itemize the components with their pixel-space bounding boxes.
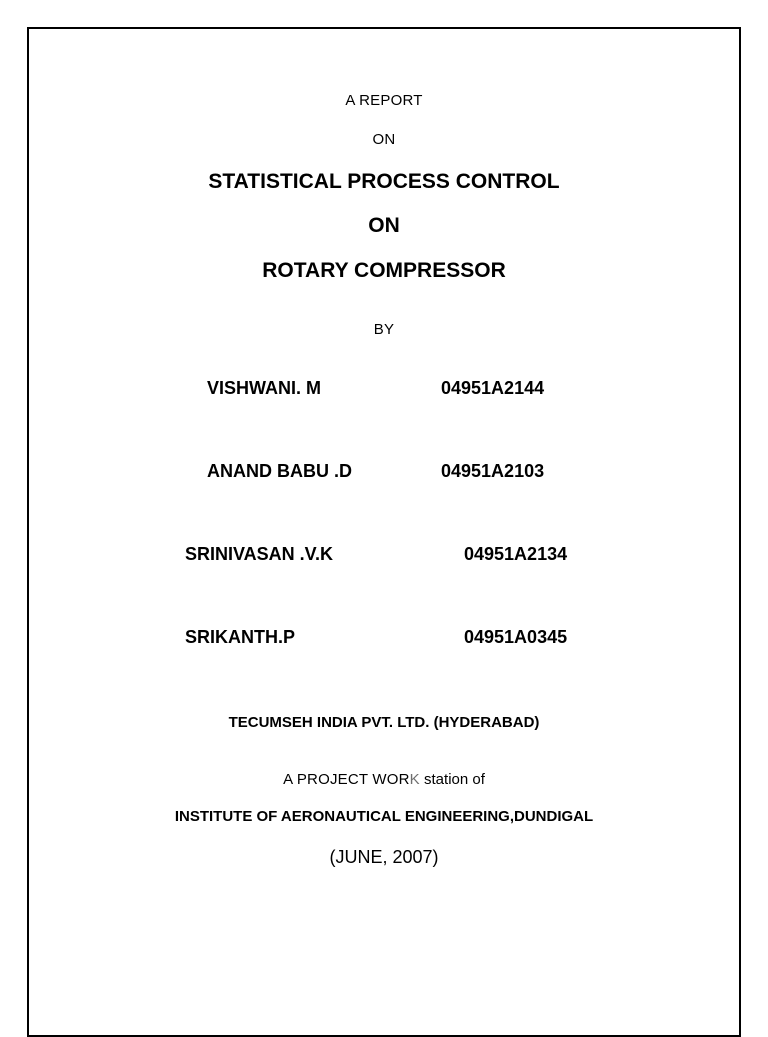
project-work-line — [0, 771, 768, 788]
by-label: BY — [373, 321, 395, 338]
report-label: A REPORT — [345, 92, 423, 109]
author-id: 04951A2134 — [464, 544, 568, 564]
author-id: 04951A0345 — [464, 627, 568, 647]
report-title-on: ON — [368, 214, 400, 237]
author-id: 04951A2103 — [441, 461, 545, 481]
author-name: SRINIVASAN .V.K — [185, 544, 334, 564]
report-title-line-2: ROTARY COMPRESSOR — [262, 259, 506, 282]
project-prefix: A PROJECT WOR — [283, 771, 410, 788]
on-label: ON — [372, 131, 396, 148]
report-title-line-1: STATISTICAL PROCESS CONTROL — [208, 170, 560, 193]
company-name: TECUMSEH INDIA PVT. LTD. (HYDERABAD) — [228, 714, 540, 731]
author-name: VISHWANI. M — [207, 378, 322, 398]
author-id: 04951A2144 — [441, 378, 545, 398]
author-name: ANAND BABU .D — [207, 461, 352, 481]
institute-name: INSTITUTE OF AERONAUTICAL ENGINEERING,DUNDIGAL — [174, 808, 594, 825]
report-date: (JUNE, 2007) — [329, 847, 439, 867]
project-suffix: station of — [419, 771, 485, 788]
project-k: K — [409, 771, 420, 788]
author-name: SRIKANTH.P — [185, 627, 296, 647]
